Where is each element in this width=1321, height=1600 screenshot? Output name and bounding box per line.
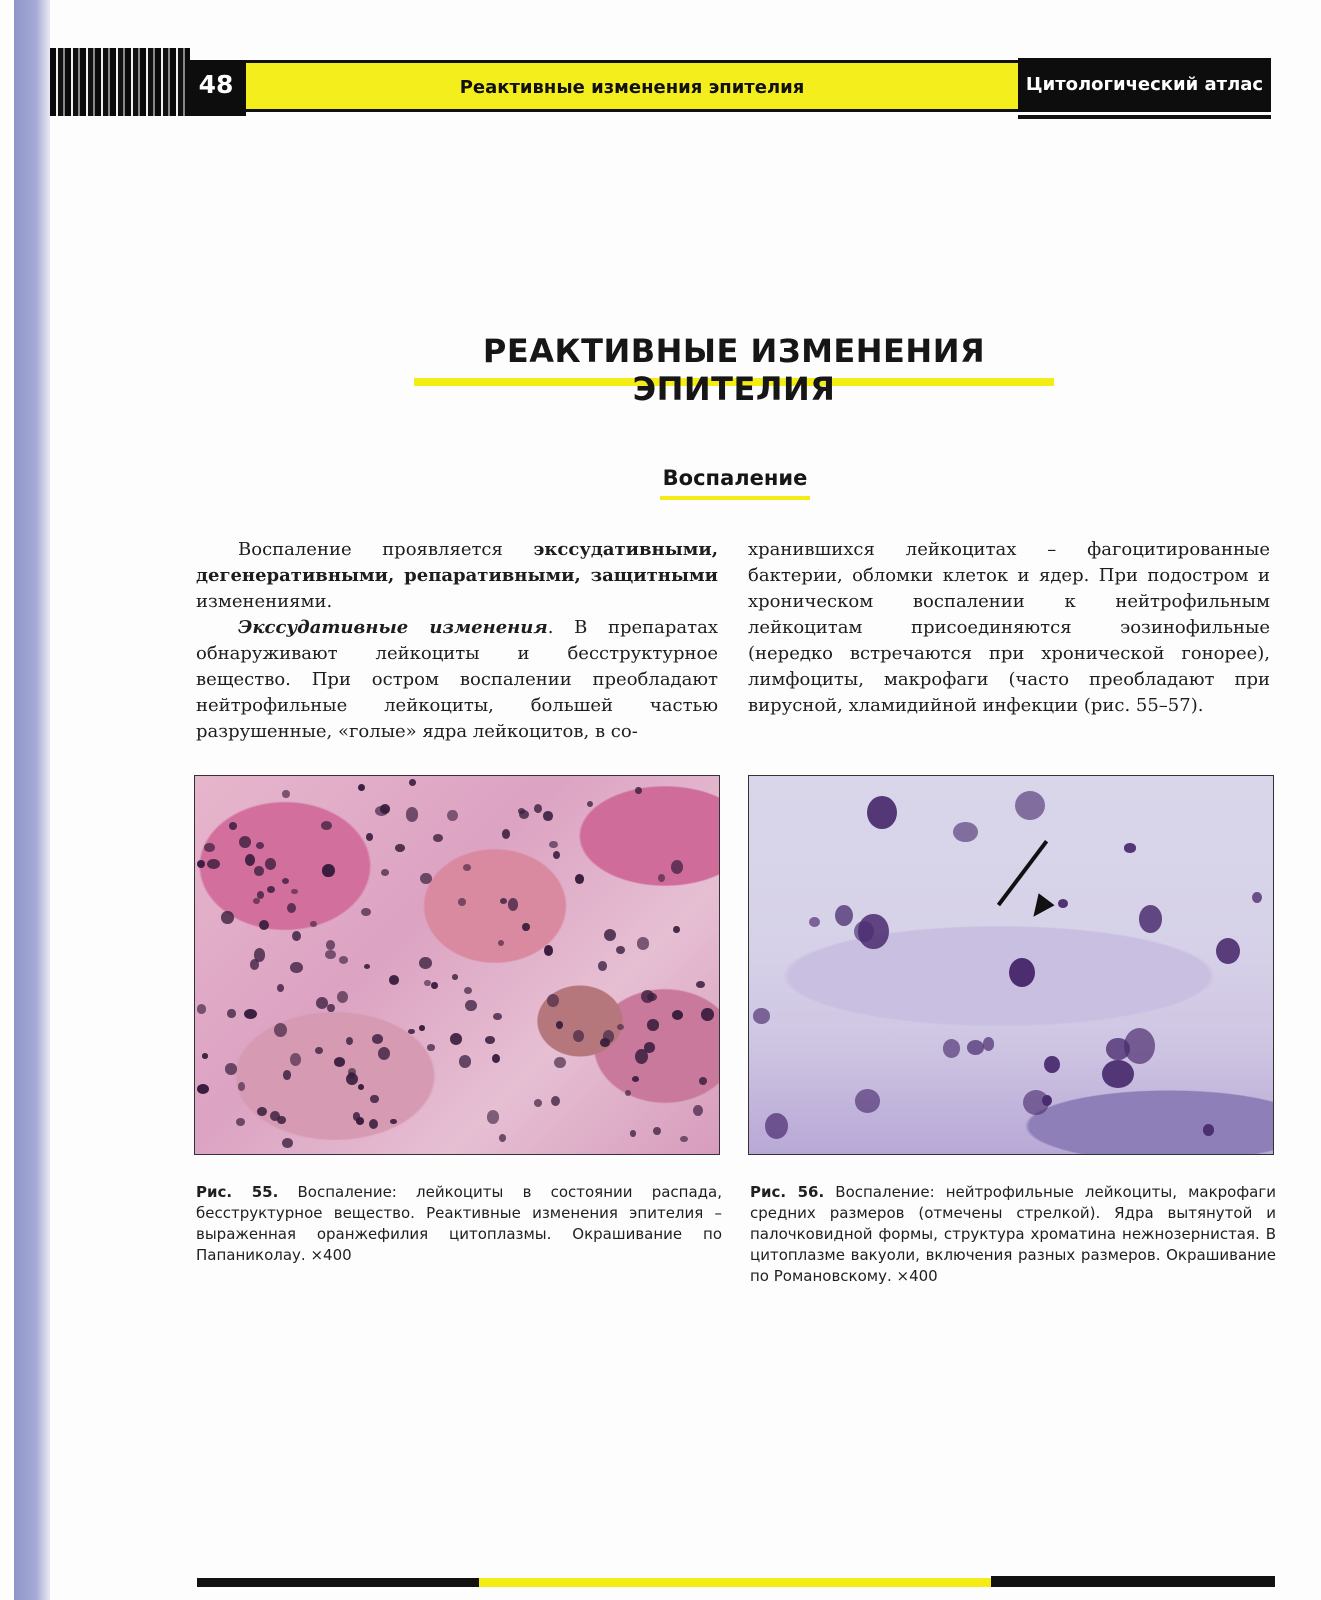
book-title: Цитологический атлас (1025, 74, 1264, 95)
cell-nucleus (420, 873, 432, 885)
cell-nucleus (424, 980, 430, 986)
cell-nucleus (321, 821, 332, 830)
cell-nucleus (753, 1008, 770, 1023)
cell-nucleus (1015, 791, 1045, 820)
cell-nucleus (967, 1040, 984, 1055)
cell-nucleus (202, 1053, 209, 1059)
cell-nucleus (257, 891, 264, 899)
cell-nucleus (325, 950, 335, 959)
cell-nucleus (1044, 1056, 1060, 1073)
cell-nucleus (553, 851, 561, 859)
text-column-left (196, 537, 718, 745)
cell-nucleus (544, 945, 553, 956)
figure-label: Рис. 56. (750, 1183, 825, 1201)
running-title: Реактивные изменения эпителия (459, 77, 805, 98)
cell-nucleus (390, 1119, 397, 1125)
section-heading: Воспаление (662, 466, 808, 490)
page-title: РЕАКТИВНЫЕ ИЗМЕНЕНИЯ ЭПИТЕЛИЯ (482, 332, 986, 408)
cell-nucleus (943, 1039, 961, 1058)
cell-nucleus (653, 1127, 661, 1135)
paragraph (196, 537, 718, 615)
cell-nucleus (267, 886, 275, 893)
cell-nucleus (502, 829, 510, 839)
cell-nucleus (339, 956, 348, 964)
cell-nucleus (197, 1084, 209, 1095)
cell-nucleus (699, 1077, 707, 1085)
cell-nucleus (554, 1057, 566, 1068)
cell-nucleus (197, 1004, 206, 1013)
cell-nucleus (450, 1033, 462, 1045)
paragraph (196, 615, 718, 745)
cell-nucleus (346, 1037, 353, 1045)
cell-nucleus (671, 860, 684, 874)
cell-nucleus (358, 1084, 364, 1090)
cell-nucleus (465, 1000, 476, 1011)
footer-rule-yellow (479, 1578, 991, 1587)
cell-nucleus (283, 1070, 292, 1080)
cell-nucleus (701, 1008, 713, 1021)
cell-nucleus (381, 869, 390, 876)
cell-nucleus (953, 822, 977, 842)
cell-nucleus (672, 1010, 683, 1020)
cell-nucleus (617, 1024, 624, 1030)
cell-nucleus (259, 920, 269, 930)
cell-nucleus (1203, 1124, 1214, 1135)
cell-nucleus (647, 1019, 660, 1031)
cell-nucleus (257, 1107, 267, 1116)
cell-nucleus (1124, 1028, 1155, 1064)
cell-nucleus (604, 929, 616, 941)
cell-nucleus (290, 962, 302, 973)
cell-nucleus (431, 982, 437, 989)
cell-nucleus (204, 843, 215, 851)
cell-nucleus (458, 898, 466, 905)
cell-nucleus (632, 1076, 639, 1082)
cell-nucleus (1023, 1090, 1049, 1115)
cell-nucleus (287, 903, 296, 913)
cell-nucleus (765, 1113, 789, 1140)
cell-nucleus (419, 1025, 426, 1031)
cell-nucleus (452, 974, 458, 980)
cell-nucleus (575, 874, 584, 883)
cell-nucleus (1124, 843, 1135, 853)
cell-nucleus (983, 1037, 995, 1051)
cell-nucleus (277, 984, 285, 992)
cell-nucleus (409, 779, 416, 786)
cell-nucleus (356, 1117, 365, 1125)
cell-nucleus (522, 923, 530, 931)
cell-nucleus (809, 917, 820, 927)
cell-nucleus (364, 964, 370, 969)
cell-nucleus (1252, 892, 1263, 904)
cell-nucleus (291, 889, 298, 894)
cell-nucleus (239, 836, 251, 849)
cell-nucleus (406, 807, 419, 821)
italic-term: Экссудативные изменения (238, 617, 548, 638)
cell-nucleus (485, 1036, 494, 1044)
text-run: Воспаление проявляется (238, 539, 534, 560)
cell-nucleus (616, 946, 625, 954)
cell-nucleus (245, 854, 256, 866)
cell-nucleus (1216, 938, 1240, 964)
cell-nucleus (637, 937, 649, 949)
caption-text: Воспаление: лейкоциты в состоянии распада, бесструктурное вещество. Реактивные изменения эпителия – выраженная оранжефилия цитоплазмы. Окрашивание по Папаниколау. ×400 (196, 1183, 722, 1264)
figure-55-micrograph (194, 775, 720, 1155)
cell-nucleus (265, 858, 276, 870)
header-rule (1018, 115, 1271, 119)
footer-rule-black (991, 1576, 1275, 1587)
cell-nucleus (499, 1134, 506, 1142)
cell-nucleus (858, 914, 888, 950)
cell-nucleus (346, 1073, 358, 1085)
cell-nucleus (603, 1030, 615, 1043)
cell-nucleus (337, 991, 349, 1003)
cell-nucleus (500, 898, 507, 904)
text-column-right (748, 537, 1270, 719)
header-decorative-stripes (50, 48, 190, 116)
cell-nucleus (282, 878, 289, 884)
cell-nucleus (274, 1023, 287, 1037)
text-run: . В препаратах обнаруживают лейкоциты и бесструктурное вещество. При остром воспалении преобладают нейтрофильные лейкоциты, большей частью разрушенные, «голые» ядра лейкоцитов, в со- (196, 617, 718, 742)
cell-nucleus (244, 1009, 257, 1019)
figure-56-caption (750, 1182, 1276, 1287)
cell-nucleus (310, 921, 317, 927)
cell-nucleus (534, 1099, 542, 1107)
cell-nucleus (492, 1054, 500, 1063)
cell-nucleus (427, 1044, 435, 1050)
cell-nucleus (389, 975, 399, 985)
cell-nucleus (573, 1030, 584, 1042)
cell-nucleus (635, 787, 642, 795)
book-spine-edge (14, 0, 50, 1600)
cell-nucleus (534, 804, 542, 813)
cell-nucleus (696, 981, 705, 989)
cell-nucleus (254, 866, 263, 876)
cell-nucleus (322, 864, 335, 877)
paragraph: хранившихся лейкоцитах – фагоцитированные бактерии, обломки клеток и ядер. При подостром и хроническом воспалении к нейтрофильным лейкоцитам присоединяются эозинофильные (нередко встречаются при хронической гонорее), лимфоциты, макрофаги (часто преобладают при вирусной, хламидийной инфекции (рис. 55–57). (748, 539, 1270, 716)
cell-nucleus (630, 1130, 637, 1137)
cell-nucleus (835, 905, 853, 927)
cell-nucleus (598, 961, 607, 971)
cell-nucleus (221, 911, 233, 924)
cell-nucleus (447, 810, 457, 821)
cell-nucleus (487, 1110, 499, 1123)
cell-nucleus (1058, 899, 1068, 908)
cell-nucleus (855, 1089, 881, 1113)
cell-nucleus (227, 1009, 235, 1018)
cell-nucleus (1139, 905, 1163, 933)
cell-nucleus (282, 790, 290, 799)
cell-nucleus (1102, 1060, 1134, 1088)
figure-56-micrograph (748, 775, 1274, 1155)
cell-nucleus (419, 957, 432, 969)
cell-nucleus (498, 940, 504, 946)
cell-nucleus (519, 810, 529, 820)
cell-nucleus (543, 811, 552, 820)
cell-nucleus (508, 898, 519, 911)
cell-nucleus (238, 1082, 245, 1090)
cell-nucleus (644, 1042, 655, 1053)
cell-nucleus (556, 1021, 563, 1029)
cell-nucleus (315, 1047, 323, 1054)
cell-nucleus (549, 841, 557, 848)
cell-nucleus (867, 796, 897, 829)
cell-nucleus (1009, 958, 1035, 987)
cell-nucleus (229, 822, 237, 830)
text-run: изменениями. (196, 591, 333, 612)
cell-nucleus (334, 1057, 345, 1067)
section-title-underline (660, 496, 810, 500)
cell-nucleus (395, 844, 405, 852)
figure-label: Рис. 55. (196, 1183, 279, 1201)
cell-nucleus (463, 864, 472, 871)
cell-nucleus (625, 1090, 631, 1096)
cell-nucleus (459, 1055, 471, 1068)
cell-nucleus (408, 1029, 415, 1034)
cell-nucleus (327, 1004, 335, 1013)
cell-nucleus (375, 806, 388, 817)
cell-nucleus (254, 948, 266, 962)
cell-nucleus (378, 1047, 390, 1060)
cell-nucleus (358, 784, 365, 791)
cell-nucleus (673, 926, 680, 933)
cell-nucleus (693, 1105, 703, 1116)
cell-nucleus (366, 833, 374, 841)
cell-nucleus (433, 834, 443, 842)
cell-nucleus (369, 1119, 378, 1129)
footer-rule-black (197, 1578, 479, 1587)
cell-nucleus (551, 1096, 560, 1106)
cell-nucleus (361, 908, 371, 916)
cell-nucleus (658, 874, 665, 882)
bold-text: экссудативными, дегенеративными, репаративными, защитными (196, 539, 718, 586)
figure-55-caption (196, 1182, 722, 1266)
cell-nucleus (464, 987, 472, 994)
cell-nucleus (372, 1034, 383, 1044)
cell-nucleus (587, 801, 594, 808)
cell-nucleus (282, 1138, 293, 1148)
cell-nucleus (547, 994, 559, 1007)
cell-nucleus (493, 1013, 502, 1021)
cell-nucleus (292, 931, 301, 942)
page-number: 48 (198, 70, 234, 99)
cell-nucleus (290, 1053, 301, 1066)
cell-nucleus (207, 859, 220, 869)
cell-nucleus (641, 990, 654, 1003)
cell-nucleus (197, 860, 205, 868)
caption-text: Воспаление: нейтрофильные лейкоциты, макрофаги средних размеров (отмечены стрелкой). Ядра вытянутой и палочковидной формы, структура хроматина нежнозернистая. В цитоплазме вакуоли, включения разных размеров. Окрашивание по Романовскому. ×400 (750, 1183, 1277, 1285)
cell-nucleus (326, 940, 335, 949)
cell-nucleus (256, 842, 264, 849)
cell-nucleus (680, 1136, 687, 1142)
cell-nucleus (225, 1063, 238, 1075)
cell-nucleus (370, 1095, 378, 1104)
cell-nucleus (236, 1118, 244, 1126)
